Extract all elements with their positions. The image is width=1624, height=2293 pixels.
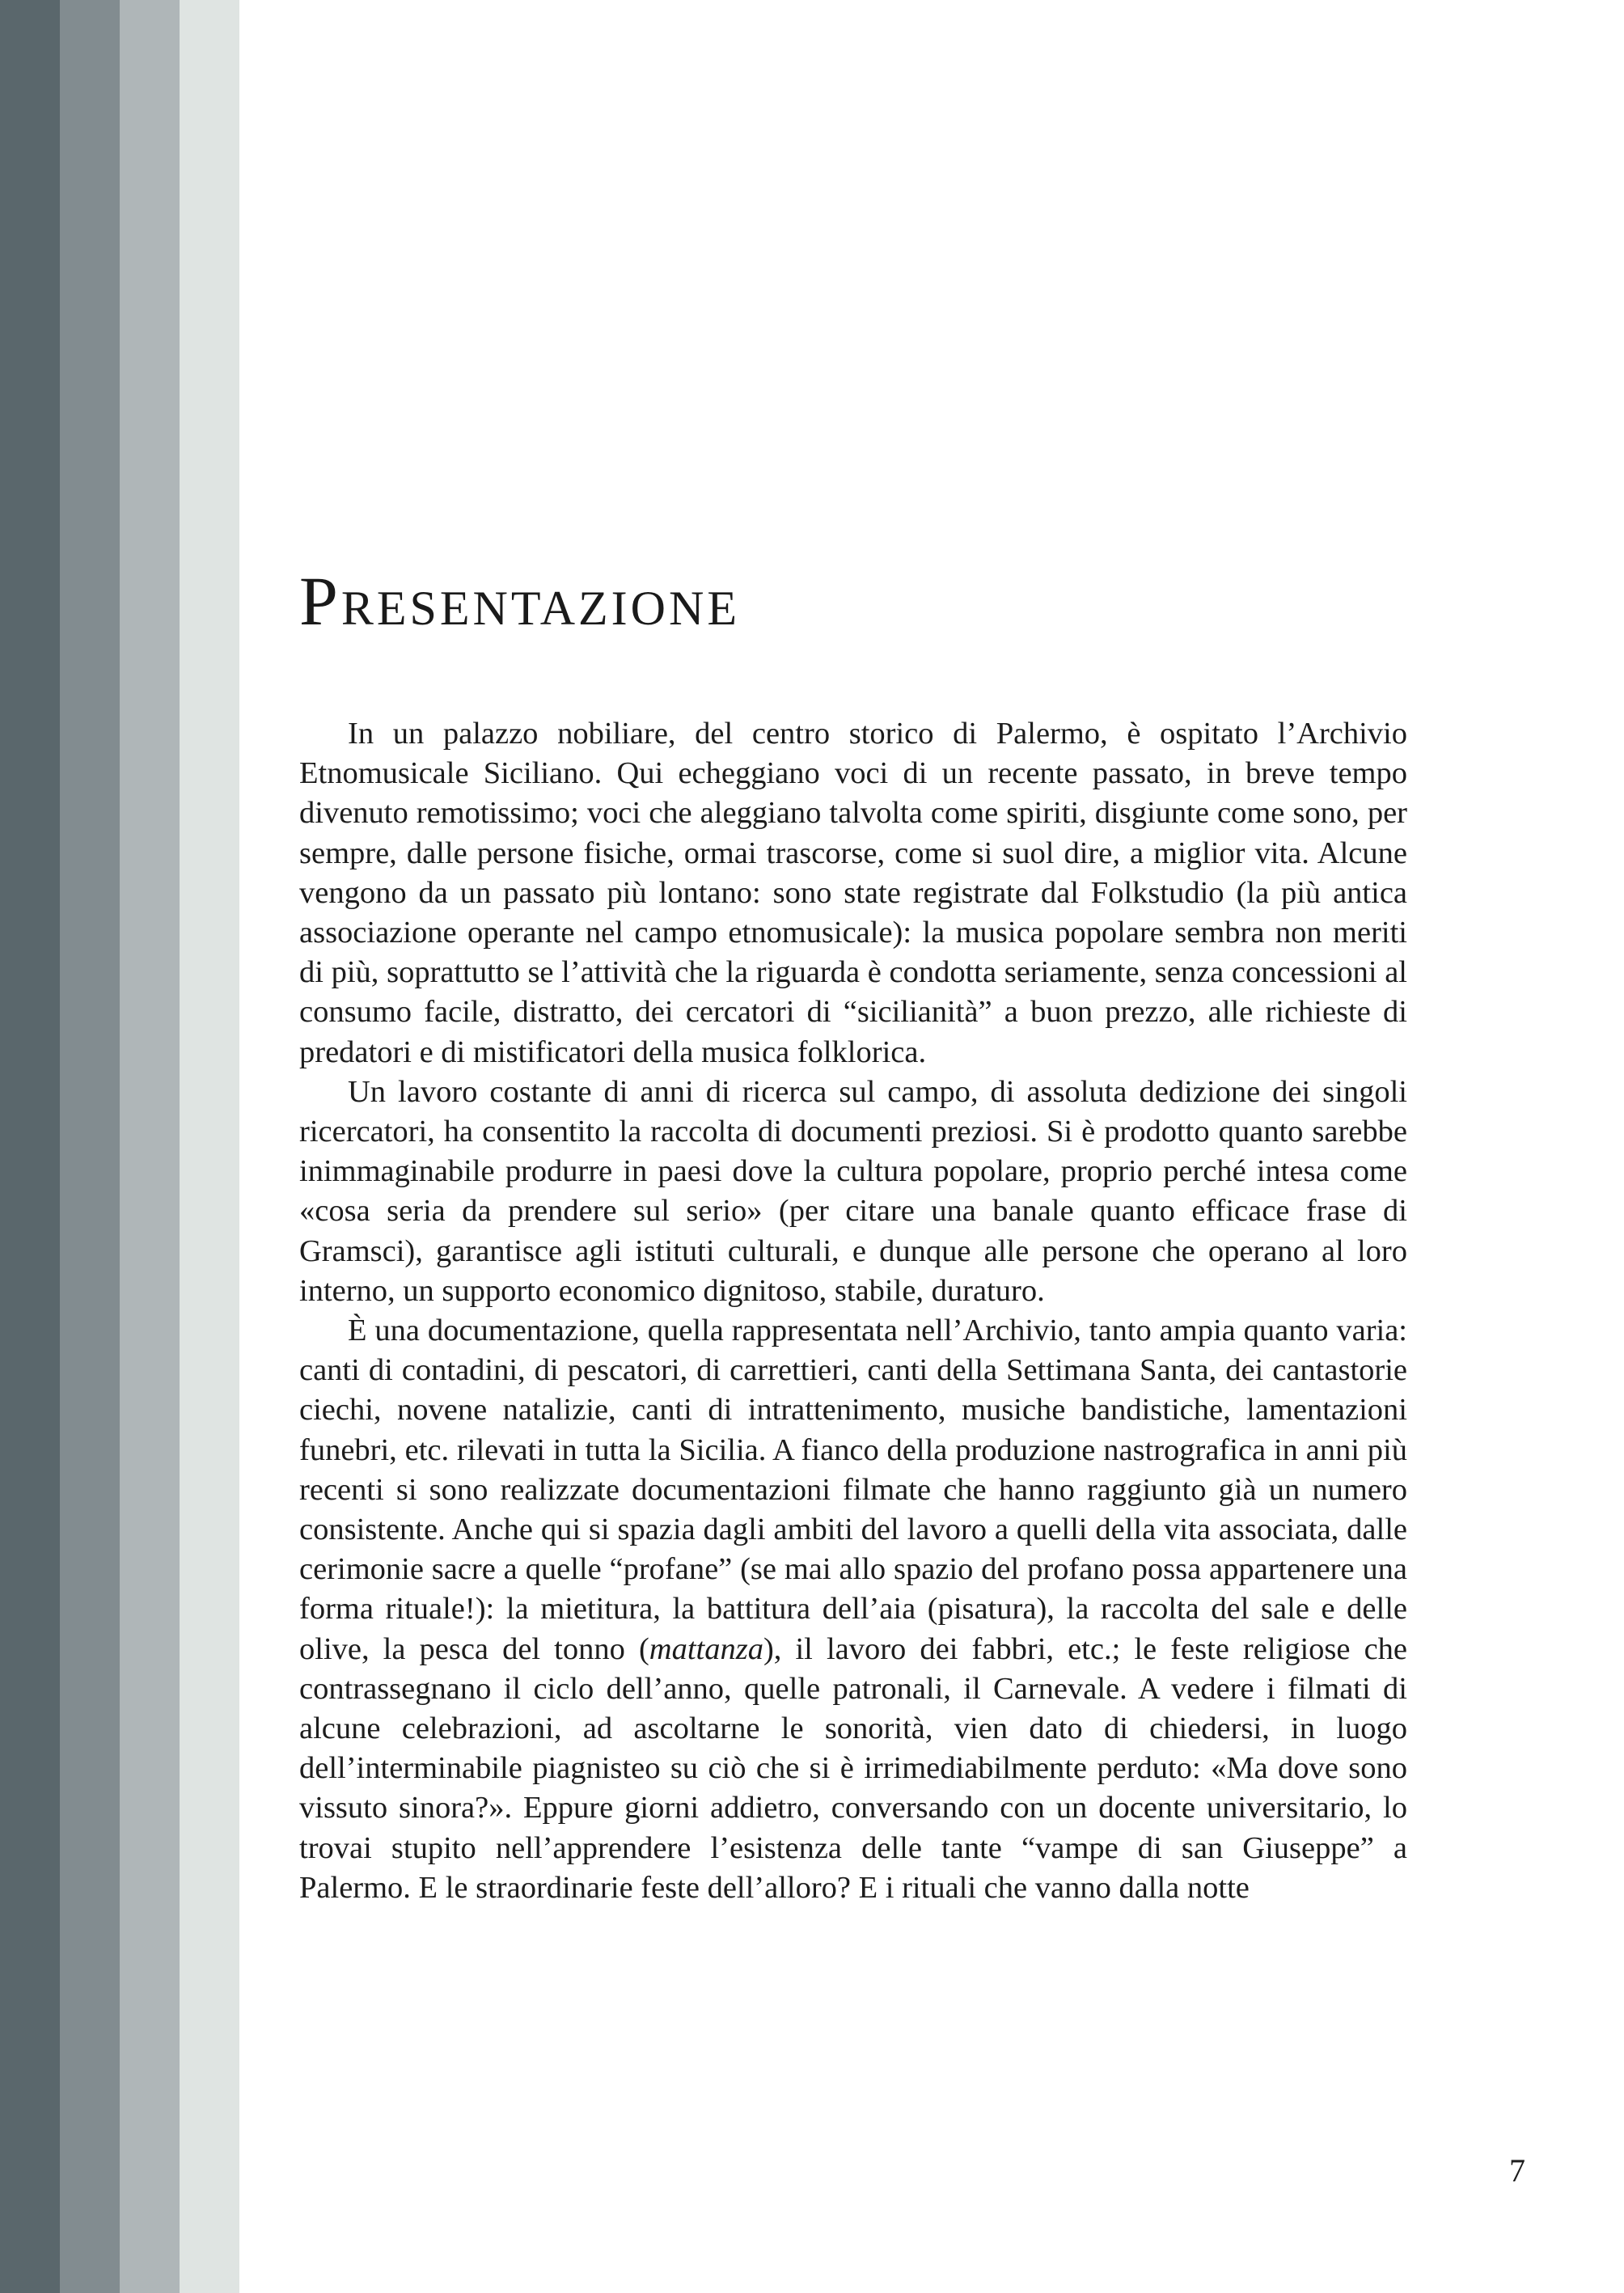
- paragraph-3: È una documentazione, quella rappresentata nell’Archivio, tanto ampia quanto varia: canti di contadini, di pescatori, di carrettieri, canti della Settimana Santa, dei cantastorie ciechi, novene natalizie, canti di intrattenimento, musiche bandistiche, lamentazioni funebri, etc. rilevati in tutta la Sicilia. A fianco della produzione nastrografica in anni più recenti si sono realizzate documentazioni filmate che hanno raggiunto già un numero consistente. Anche qui si spazia dagli ambiti del lavoro a quelli della vita associata, dalle cerimonie sacre a quelle “profane” (se mai allo spazio del profano possa appartenere una forma rituale!): la mietitura, la battitura dell’aia (pisatura), la raccolta del sale e delle olive, la pesca del tonno (mattanza), il lavoro dei fabbri, etc.; le feste religiose che contrassegnano il ciclo dell’anno, quelle patronali, il Carnevale. A vedere i filmati di alcune celebrazioni, ad ascoltarne le sonorità, vien dato di chiedersi, in luogo dell’interminabile piagnisteo su ciò che si è irrimediabilmente perduto: «Ma dove sono vissuto sinora?». Eppure giorni addietro, conversando con un docente universitario, lo trovai stupito nell’apprendere l’esistenza delle tante “vampe di san Giuseppe” a Palermo. E le straordinarie feste dell’alloro? E i rituali che vanno dalla notte: [299, 1314, 1407, 1905]
- stripe-mid-dark: [60, 0, 120, 2293]
- body-text: [299, 714, 1407, 1908]
- italic-term: mattanza: [649, 1631, 763, 1666]
- page-title: Presentazione: [299, 562, 740, 640]
- stripe-dark: [0, 0, 60, 2293]
- page-number: 7: [1509, 2152, 1525, 2189]
- paragraph-2: Un lavoro costante di anni di ricerca sul campo, di assoluta dedizione dei singoli ricercatori, ha consentito la raccolta di documenti preziosi. Si è prodotto quanto sarebbe inimmaginabile produrre in paesi dove la cultura popolare, proprio perché intesa come «cosa seria da prendere sul serio» (per citare una banale quanto efficace frase di Gramsci), garantisce agli istituti culturali, e dunque alle persone che operano al loro interno, un supporto economico dignitoso, stabile, duraturo.: [299, 1074, 1407, 1308]
- decorative-side-stripes: [0, 0, 239, 2293]
- stripe-light: [180, 0, 239, 2293]
- stripe-mid-light: [120, 0, 180, 2293]
- paragraph-1: In un palazzo nobiliare, del centro storico di Palermo, è ospitato l’Archivio Etnomusicale Siciliano. Qui echeggiano voci di un recente passato, in breve tempo divenuto remotissimo; voci che aleggiano talvolta come spiriti, disgiunte come sono, per sempre, dalle persone fisiche, ormai trascorse, come si suol dire, a miglior vita. Alcune vengono da un passato più lontano: sono state registrate dal Folkstudio (la più antica associazione operante nel campo etnomusicale): la musica popolare sembra non meriti di più, soprattutto se l’attività che la riguarda è condotta seriamente, senza concessioni al consumo facile, distratto, dei cercatori di “sicilianità” a buon prezzo, alle richieste di predatori e di mistificatori della musica folklorica.: [299, 717, 1407, 1069]
